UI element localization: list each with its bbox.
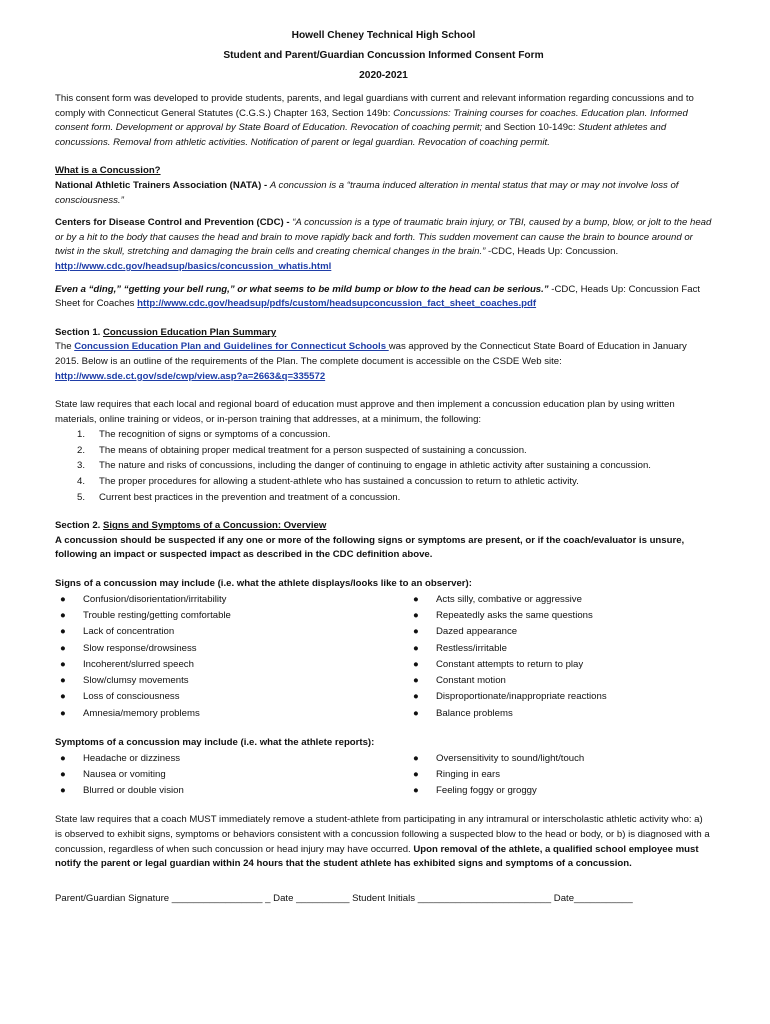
bullet-icon: ● [60,707,66,719]
requirements-list [55,427,712,505]
bullet-icon: ● [413,785,419,797]
section1-text-pre: The [55,341,75,353]
list-item-text: Feeling foggy or groggy [436,785,537,797]
bullet-icon: ● [60,626,66,638]
school-name: Howell Cheney Technical High School [291,30,476,41]
section2-title: Signs and Symptoms of a Concussion: Overview [102,520,327,532]
section2-label: Section 2. [55,520,103,532]
list-item-text: Headache or dizziness [83,752,181,764]
ding-paragraph [55,283,712,312]
bullet-icon: ● [60,785,66,797]
signs-left-list [55,592,408,722]
list-item-text: Ringing in ears [436,768,500,780]
bullet-icon: ● [60,593,66,605]
removal-paragraph [55,813,712,871]
list-item [55,592,408,608]
item-text: The recognition of signs or symptoms of a concussion. [99,429,331,441]
list-item [408,657,708,673]
symptoms-right-list [408,751,708,800]
bullet-icon: ● [60,768,66,780]
item-text: The nature and risks of concussions, including the danger of continuing to engage in athletic activity after sustaining a concussion. [99,460,651,472]
list-item [408,689,708,705]
item-text: The means of obtaining proper medical treatment for a person suspected of sustaining a concussion. [99,444,527,456]
bullet-icon: ● [413,768,419,780]
list-item [55,673,408,689]
plan-guidelines-link[interactable]: Concussion Education Plan and Guidelines for Connecticut Schools [74,341,389,353]
list-item-text: Incoherent/slurred speech [83,658,194,670]
cdc-definition [55,216,712,274]
nata-label: National Athletic Trainers Association (NATA) - [55,179,270,191]
state-law-paragraph: State law requires that each local and regional board of education must approve and then implement a concussion education plan by using written materials, online training or videos, or in-person training that addresses, at a minimum, the following: [55,399,675,425]
bullet-icon: ● [60,752,66,764]
list-item [55,641,408,657]
list-item-text: Slow response/drowsiness [83,642,197,654]
signature-line[interactable]: Parent/Guardian Signature _________________ _ Date __________ Student Initials _________________________ Date___________ [55,892,633,904]
bullet-icon: ● [60,609,66,621]
intro-text-2: and Section 10-149c: [482,122,579,134]
section1-title: Concussion Education Plan Summary [102,326,277,338]
section1-heading [55,326,712,341]
cdc-source: -CDC, Heads Up: Concussion. [485,246,619,258]
list-item [77,490,712,506]
list-item-text: Constant attempts to return to play [436,658,584,670]
list-item [77,443,712,459]
list-item [408,641,708,657]
list-item [55,767,408,783]
list-item-text: Dazed appearance [436,626,518,638]
cdc-factsheet-link[interactable]: http://www.cdc.gov/headsup/pdfs/custom/headsupconcussion_fact_sheet_coaches.pdf [137,298,537,310]
cdc-whatis-link[interactable]: http://www.cdc.gov/headsup/basics/concussion_whatis.html [55,260,332,272]
item-number: 4. [77,476,86,488]
list-item [408,624,708,640]
ding-quote: Even a “ding,” “getting your bell rung,” or what seems to be mild bump or blow to the head can be serious.” [55,283,549,295]
signs-columns [55,592,712,722]
list-item [408,767,708,783]
item-text: Current best practices in the prevention and treatment of a concussion. [99,491,401,503]
bullet-icon: ● [60,691,66,703]
list-item [55,783,408,799]
section2-heading [55,519,712,534]
removal-notice: Upon removal of the athlete, a qualified school employee must notify the parent or legal guardian within 24 hours that the student athlete has exhibited signs and symptoms of a concussion. [55,843,699,870]
list-item [77,458,712,474]
bullet-icon: ● [413,658,419,670]
ding-source: -CDC, Heads Up: Concussion Fact Sheet for Coaches [55,283,701,310]
symptoms-heading: Symptoms of a concussion may include (i.e. what the athlete reports): [55,737,375,748]
list-item-text: Lack of concentration [83,626,175,638]
bullet-icon: ● [60,642,66,654]
list-item-text: Repeatedly asks the same questions [436,609,593,621]
intro-text-1: This consent form was developed to provide students, parents, and legal guardians with current and relevant information regarding concussions and to comply with Connecticut General Statutes (C.G.S.) Chapter 163, Section 149b: [55,93,694,119]
list-item-text: Balance problems [436,707,513,719]
item-number: 3. [77,460,86,472]
list-item-text: Restless/irritable [436,642,507,654]
list-item [55,706,408,722]
bullet-icon: ● [413,609,419,621]
item-number: 1. [77,429,86,441]
intro-paragraph [55,92,712,150]
item-text: The proper procedures for allowing a student-athlete who has sustained a concussion to return to athletic activity. [99,476,579,488]
form-title: Student and Parent/Guardian Concussion Informed Consent Form [223,50,544,61]
bullet-icon: ● [60,658,66,670]
symptoms-left-list [55,751,408,800]
bullet-icon: ● [60,675,66,687]
removal-text: State law requires that a coach MUST immediately remove a student-athlete from participating in any intramural or interscholastic athletic activity who: a) is observed to exhibit signs, symptoms or behaviors consistent with a concussion following a suspected blow to the head or body, or b) is diagnosed with a concussion, regardless of when such concussion or head injury may have occurred. [55,814,710,855]
intro-statute-149b: Concussions: Training courses for coaches. Education plan. Informed consent form. Development or approval by State Board of Education. Revocation of coaching permit; [55,107,688,134]
item-number: 5. [77,491,86,503]
list-item-text: Oversensitivity to sound/light/touch [436,752,585,764]
list-item [55,751,408,767]
bullet-icon: ● [413,707,419,719]
list-item-text: Nausea or vomiting [83,768,166,780]
bullet-icon: ● [413,752,419,764]
cdc-label: Centers for Disease Control and Prevention (CDC) - [55,217,293,229]
section1-label: Section 1. [55,326,103,338]
what-is-heading: What is a Concussion? [55,165,161,177]
bullet-icon: ● [413,691,419,703]
signs-heading: Signs of a concussion may include (i.e. what the athlete displays/looks like to an observer): [55,578,472,590]
list-item [408,608,708,624]
list-item [77,427,712,443]
bullet-icon: ● [413,593,419,605]
section1-summary [55,340,712,384]
symptoms-columns [55,751,712,800]
list-item [408,751,708,767]
list-item-text: Loss of consciousness [83,691,180,703]
list-item [408,783,708,799]
list-item [408,673,708,689]
list-item-text: Confusion/disorientation/irritability [83,593,227,605]
list-item [408,592,708,608]
list-item-text: Constant motion [436,675,506,687]
nata-quote: A concussion is a “trauma induced alteration in mental status that may or may not involve loss of consciousness.” [55,179,679,206]
bullet-icon: ● [413,626,419,638]
list-item-text: Amnesia/memory problems [83,707,200,719]
list-item [55,608,408,624]
bullet-icon: ● [413,642,419,654]
nata-definition [55,179,712,208]
list-item [77,474,712,490]
list-item-text: Disproportionate/inappropriate reactions [436,691,607,703]
list-item-text: Trouble resting/getting comfortable [83,609,231,621]
list-item-text: Acts silly, combative or aggressive [436,593,582,605]
signs-right-list [408,592,708,722]
list-item [55,624,408,640]
item-number: 2. [77,444,86,456]
csde-link[interactable]: http://www.sde.ct.gov/sde/cwp/view.asp?a=2663&q=335572 [55,370,326,382]
school-year: 2020-2021 [359,70,408,81]
intro-statute-149c: Student athletes and concussions. Removal from athletic activities. Notification of parent or legal guardian. Revocation of coaching permit. [55,122,667,148]
list-item [55,657,408,673]
list-item-text: Blurred or double vision [83,785,184,797]
list-item [408,706,708,722]
cdc-quote: “A concussion is a type of traumatic brain injury, or TBI, caused by a bump, blow, or jolt to the head or by a hit to the body that causes the head and brain to move rapidly back and forth. This sudden movement can cause the brain to bounce around or twist in the skull, stretching and damaging the brain cells and creating chemical changes in the brain.” [55,217,712,258]
bullet-icon: ● [413,675,419,687]
section1-text-post: was approved by the Connecticut State Board of Education in January 2015. Below is an outline of the requirements of the Plan. The complete document is accessible on the CSDE Web site: [55,341,687,367]
section2-warning: A concussion should be suspected if any one or more of the following signs or symptoms are present, or if the coach/evaluator is unsure, following an impact or suspected impact as described in the CDC definition above. [55,534,685,561]
list-item-text: Slow/clumsy movements [83,675,189,687]
list-item [55,689,408,705]
